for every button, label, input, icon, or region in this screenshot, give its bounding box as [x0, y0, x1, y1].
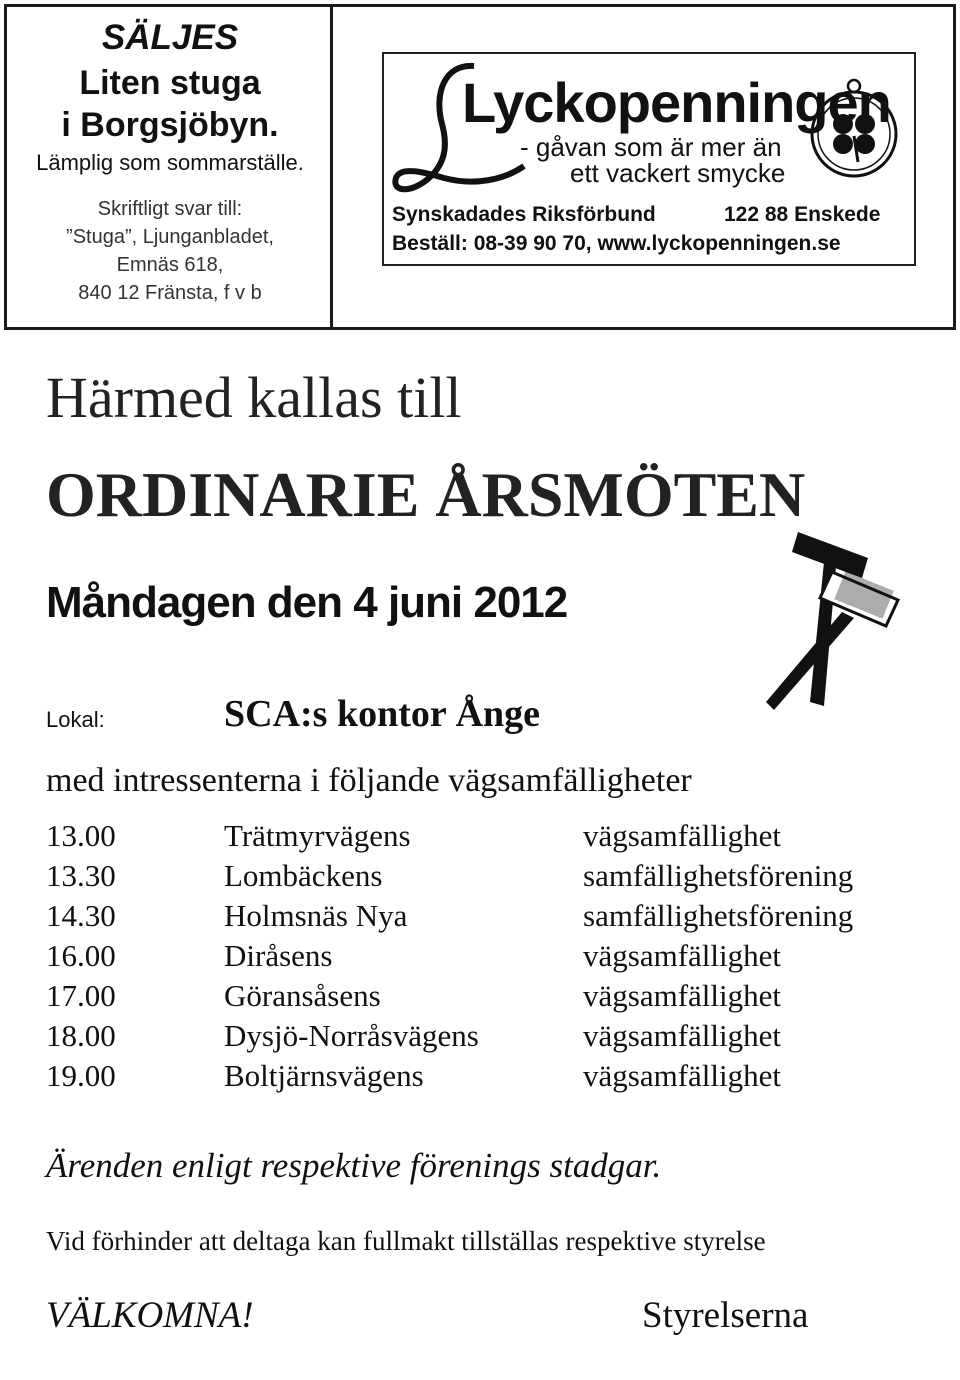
meeting-name: Boltjärnsvägens: [224, 1058, 424, 1093]
meeting-time: 13.00: [46, 818, 116, 853]
for-sale-line-2: i Borgsjöbyn.: [61, 106, 279, 144]
for-sale-title: SÄLJES: [101, 18, 239, 57]
meeting-time: 13.30: [46, 858, 116, 893]
reply-line: Emnäs 618,: [116, 254, 224, 276]
reply-line: ”Stuga”, Ljunganbladet,: [66, 226, 274, 248]
meeting-name: Dysjö-Norråsvägens: [224, 1018, 479, 1053]
ad-brand: Lyckopenningen: [462, 71, 891, 134]
meeting-date: Måndagen den 4 juni 2012: [46, 578, 568, 627]
meeting-row: [46, 1018, 926, 1058]
ad-order-info: Beställ: 08-39 90 70, www.lyckopenningen.se: [392, 232, 841, 255]
meeting-time: 19.00: [46, 1058, 116, 1093]
ad-address: 122 88 Enskede: [724, 203, 881, 226]
ad-tagline-1: - gåvan som är mer än: [520, 132, 782, 162]
ad-organization: Synskadades Riksförbund: [392, 203, 656, 226]
location-label: Lokal:: [46, 707, 105, 732]
signature: Styrelserna: [642, 1295, 809, 1336]
meeting-time: 18.00: [46, 1018, 116, 1053]
meeting-time: 16.00: [46, 938, 116, 973]
agenda-note: Ärenden enligt respektive förenings stadgar.: [46, 1146, 662, 1185]
for-sale-line-1: Liten stuga: [79, 64, 261, 102]
page-title: ORDINARIE ÅRSMÖTEN: [46, 459, 806, 530]
meeting-row: [46, 858, 926, 898]
meeting-row: [46, 818, 926, 858]
headline: Härmed kallas till: [46, 365, 462, 430]
ad-tagline-2: ett vackert smycke: [570, 158, 786, 188]
meeting-name: Holmsnäs Nya: [224, 898, 408, 933]
meeting-type: vägsamfällighet: [583, 938, 781, 973]
meeting-name: Trätmyrvägens: [224, 818, 411, 853]
meeting-type: samfällighetsförening: [583, 898, 854, 933]
meeting-name: Diråsens: [224, 938, 333, 973]
meeting-name: Göransåsens: [224, 978, 381, 1013]
meeting-row: [46, 1058, 926, 1098]
reply-line: Skriftligt svar till:: [97, 198, 243, 220]
meeting-row: [46, 978, 926, 1018]
welcome-text: VÄLKOMNA!: [46, 1295, 254, 1336]
for-sale-note: Lämplig som sommarställe.: [36, 150, 304, 175]
reply-line: 840 12 Fränsta, f v b: [78, 282, 262, 304]
proxy-note: Vid förhinder att deltaga kan fullmakt tillställas respektive styrelse: [46, 1226, 766, 1256]
meeting-type: vägsamfällighet: [583, 978, 781, 1013]
meeting-type: samfällighetsförening: [583, 858, 854, 893]
meeting-row: [46, 938, 926, 978]
meeting-type: vägsamfällighet: [583, 1018, 781, 1053]
meeting-time: 17.00: [46, 978, 116, 1013]
gavel-icon: [762, 530, 904, 716]
intro-text: med intressenterna i följande vägsamfälligheter: [46, 762, 692, 799]
top-divider: [330, 4, 333, 330]
meeting-type: vägsamfällighet: [583, 1058, 781, 1093]
meeting-row: [46, 898, 926, 938]
location-value: SCA:s kontor Ånge: [224, 693, 541, 735]
meeting-name: Lombäckens: [224, 858, 383, 893]
meeting-time: 14.30: [46, 898, 116, 933]
meeting-type: vägsamfällighet: [583, 818, 781, 853]
